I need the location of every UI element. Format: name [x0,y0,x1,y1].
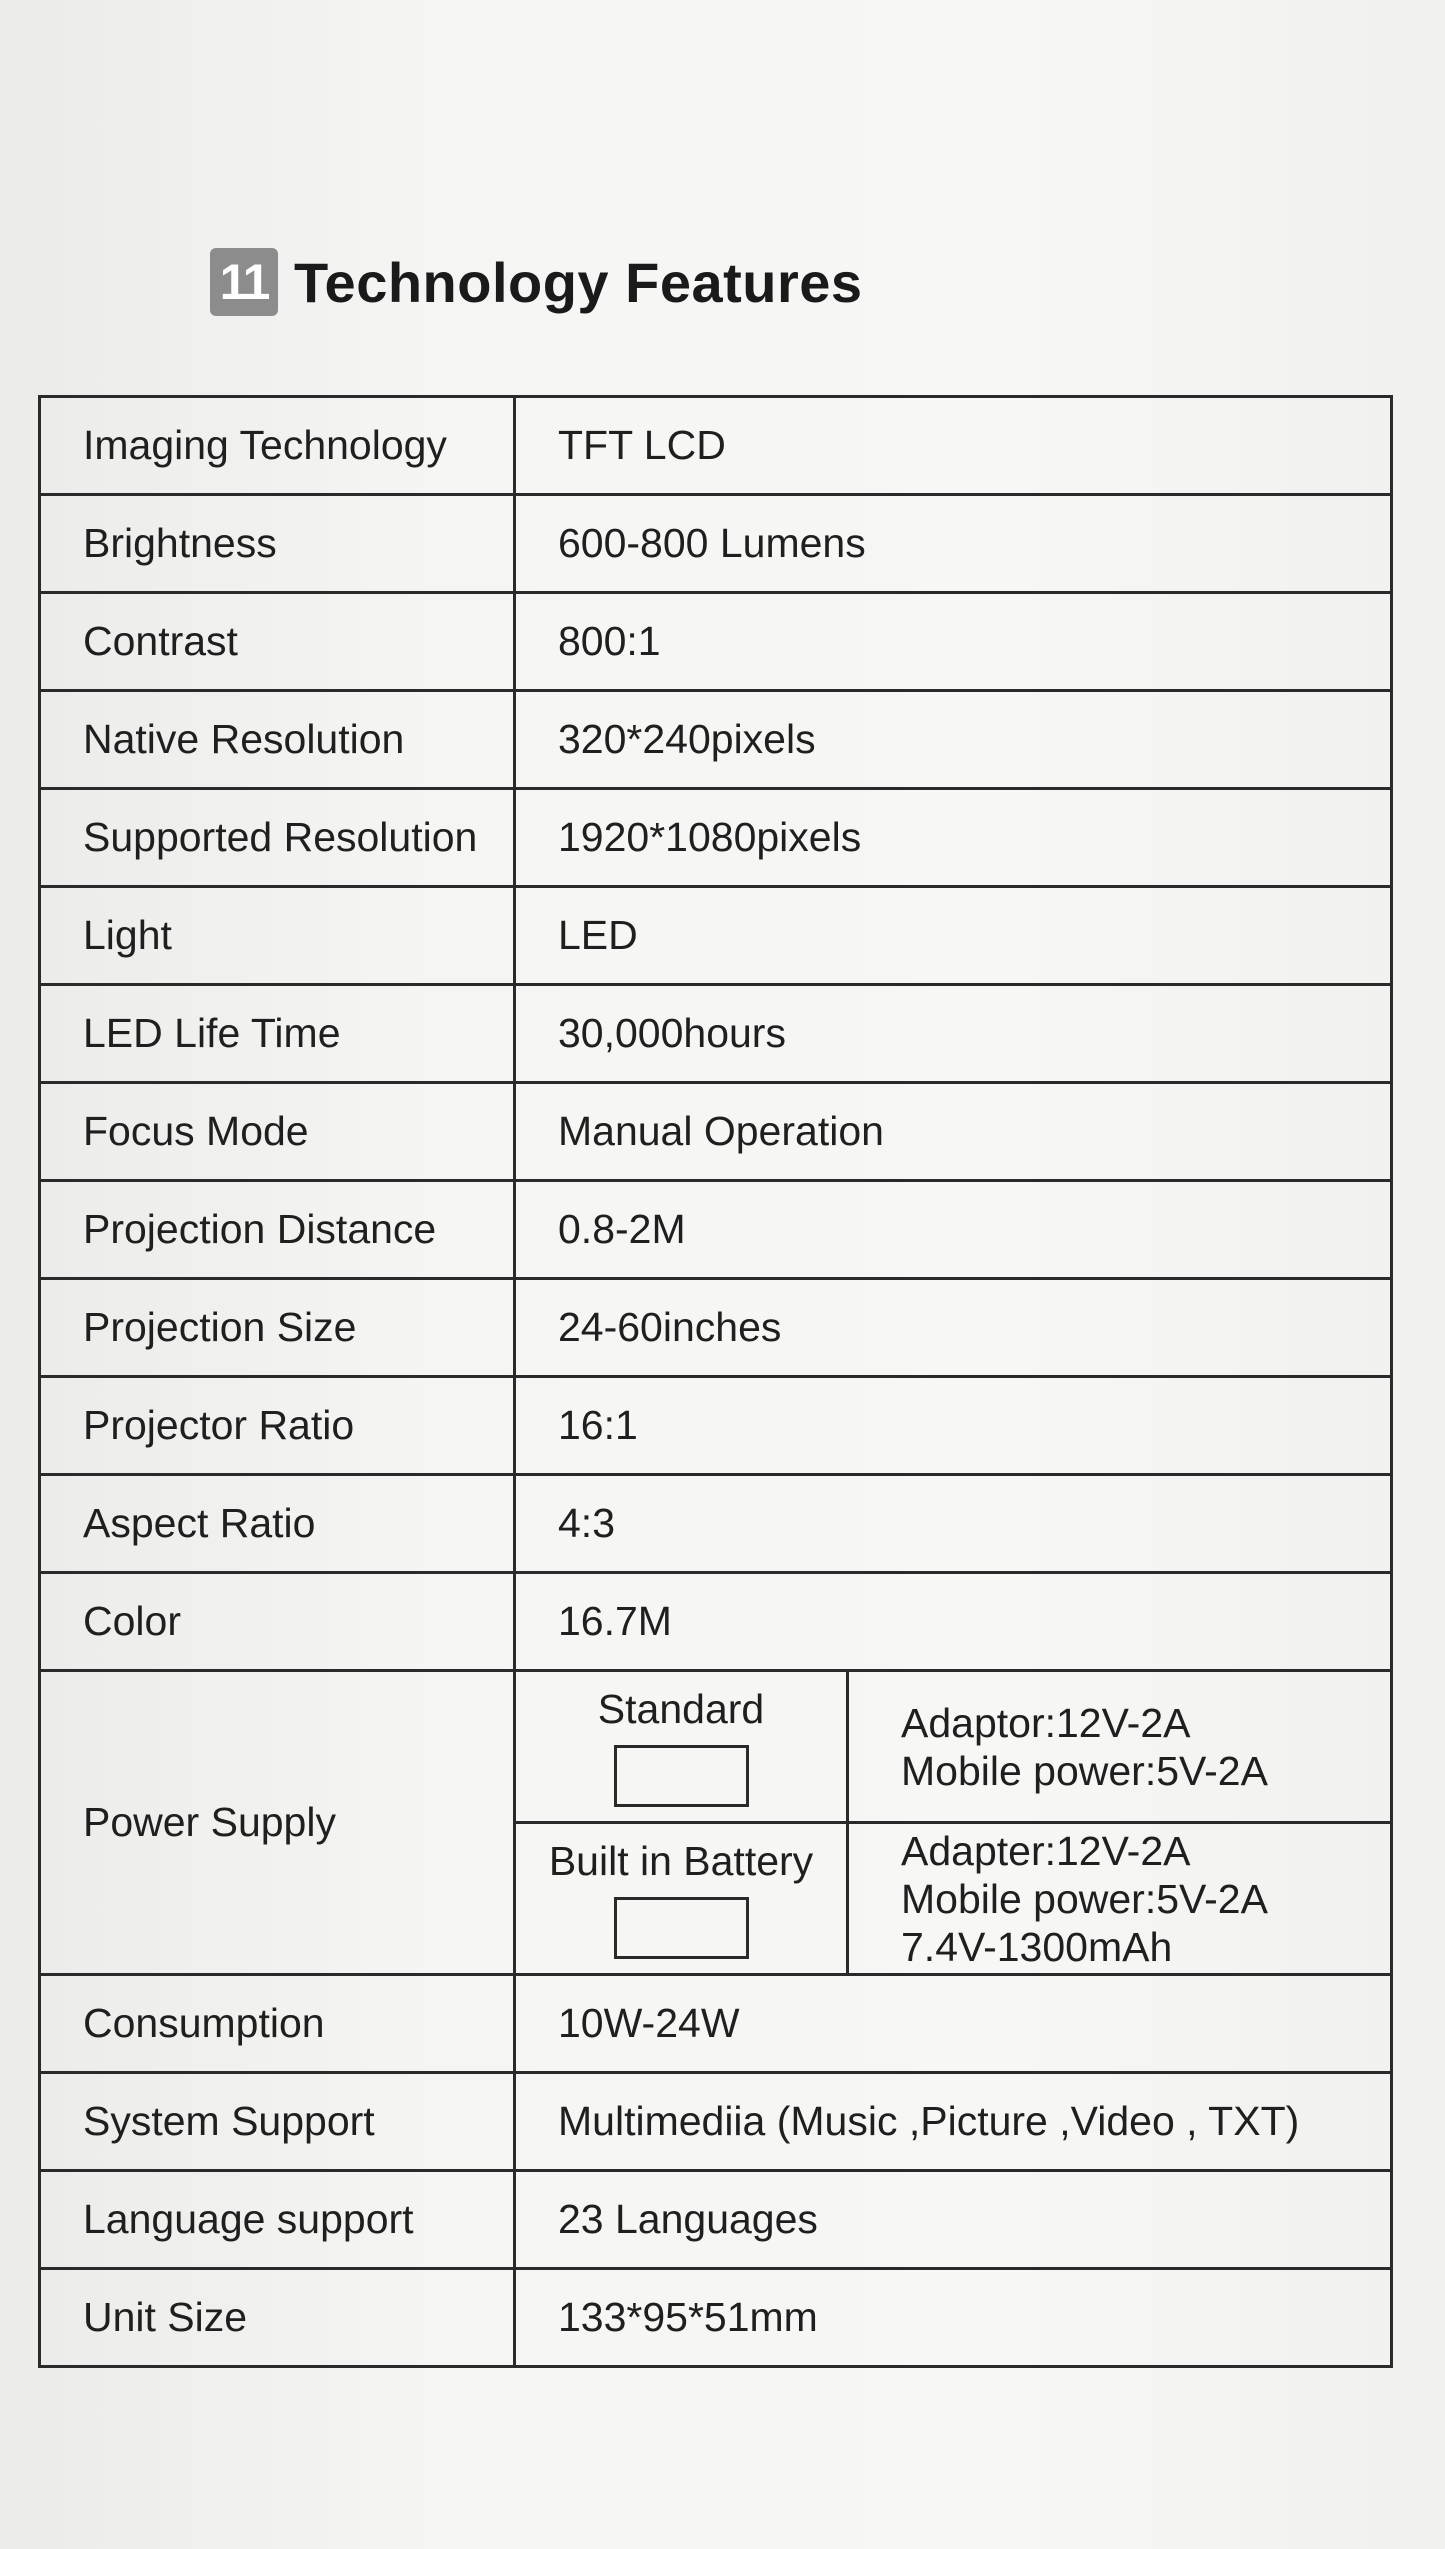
spec-label: Contrast [40,593,515,691]
spec-label: System Support [40,2073,515,2171]
spec-label: Projection Size [40,1279,515,1377]
spec-label: Focus Mode [40,1083,515,1181]
option-checkbox [614,1897,749,1959]
spec-label: Brightness [40,495,515,593]
spec-value: LED [515,887,1392,985]
section-heading [210,248,863,316]
spec-label: Supported Resolution [40,789,515,887]
spec-value: 320*240pixels [515,691,1392,789]
spec-value: 30,000hours [515,985,1392,1083]
power-detail-line: Adapter:12V-2A [901,1827,1191,1874]
spec-label: Projector Ratio [40,1377,515,1475]
table-row [40,1083,1392,1181]
table-row [40,2269,1392,2367]
table-row [40,691,1392,789]
spec-label: LED Life Time [40,985,515,1083]
option-checkbox [614,1745,749,1807]
power-detail-line: 7.4V-1300mAh [901,1923,1173,1970]
spec-table [38,395,1393,2368]
power-option-standard [516,1672,1390,1821]
spec-label: Color [40,1573,515,1671]
table-row [40,1475,1392,1573]
section-number-badge: 11 [210,248,278,316]
spec-label: Language support [40,2171,515,2269]
spec-value: 24-60inches [515,1279,1392,1377]
table-row [40,985,1392,1083]
table-row [40,397,1392,495]
spec-value: 16.7M [515,1573,1392,1671]
power-detail-line: Adaptor:12V-2A [901,1699,1191,1746]
spec-value: 133*95*51mm [515,2269,1392,2367]
power-supply-options [515,1671,1392,1975]
table-row [40,1573,1392,1671]
spec-value: 600-800 Lumens [515,495,1392,593]
power-option-battery [516,1821,1390,1973]
table-row [40,887,1392,985]
spec-value: 800:1 [515,593,1392,691]
table-row [40,1377,1392,1475]
spec-value: TFT LCD [515,397,1392,495]
spec-value: 16:1 [515,1377,1392,1475]
power-supply-row [40,1671,1392,1975]
table-row [40,495,1392,593]
table-row [40,1279,1392,1377]
power-detail-line: Mobile power:5V-2A [901,1747,1268,1794]
table-row [40,2073,1392,2171]
power-detail-line: Mobile power:5V-2A [901,1875,1268,1922]
spec-value: 1920*1080pixels [515,789,1392,887]
spec-label: Power Supply [40,1671,515,1975]
spec-label: Projection Distance [40,1181,515,1279]
table-row [40,593,1392,691]
table-row [40,2171,1392,2269]
spec-value: Manual Operation [515,1083,1392,1181]
spec-label: Aspect Ratio [40,1475,515,1573]
spec-value: 4:3 [515,1475,1392,1573]
spec-value: 23 Languages [515,2171,1392,2269]
spec-label: Consumption [40,1975,515,2073]
spec-label: Imaging Technology [40,397,515,495]
table-row [40,1975,1392,2073]
section-title: Technology Features [294,250,863,314]
power-option-type: Standard [597,1686,765,1732]
spec-label: Native Resolution [40,691,515,789]
spec-label: Unit Size [40,2269,515,2367]
spec-value: Multimediia (Music ,Picture ,Video , TXT) [515,2073,1392,2171]
spec-value: 0.8-2M [515,1181,1392,1279]
spec-label: Light [40,887,515,985]
spec-value: 10W-24W [515,1975,1392,2073]
table-row [40,1181,1392,1279]
table-row [40,789,1392,887]
power-option-type: Built in Battery [548,1838,814,1884]
